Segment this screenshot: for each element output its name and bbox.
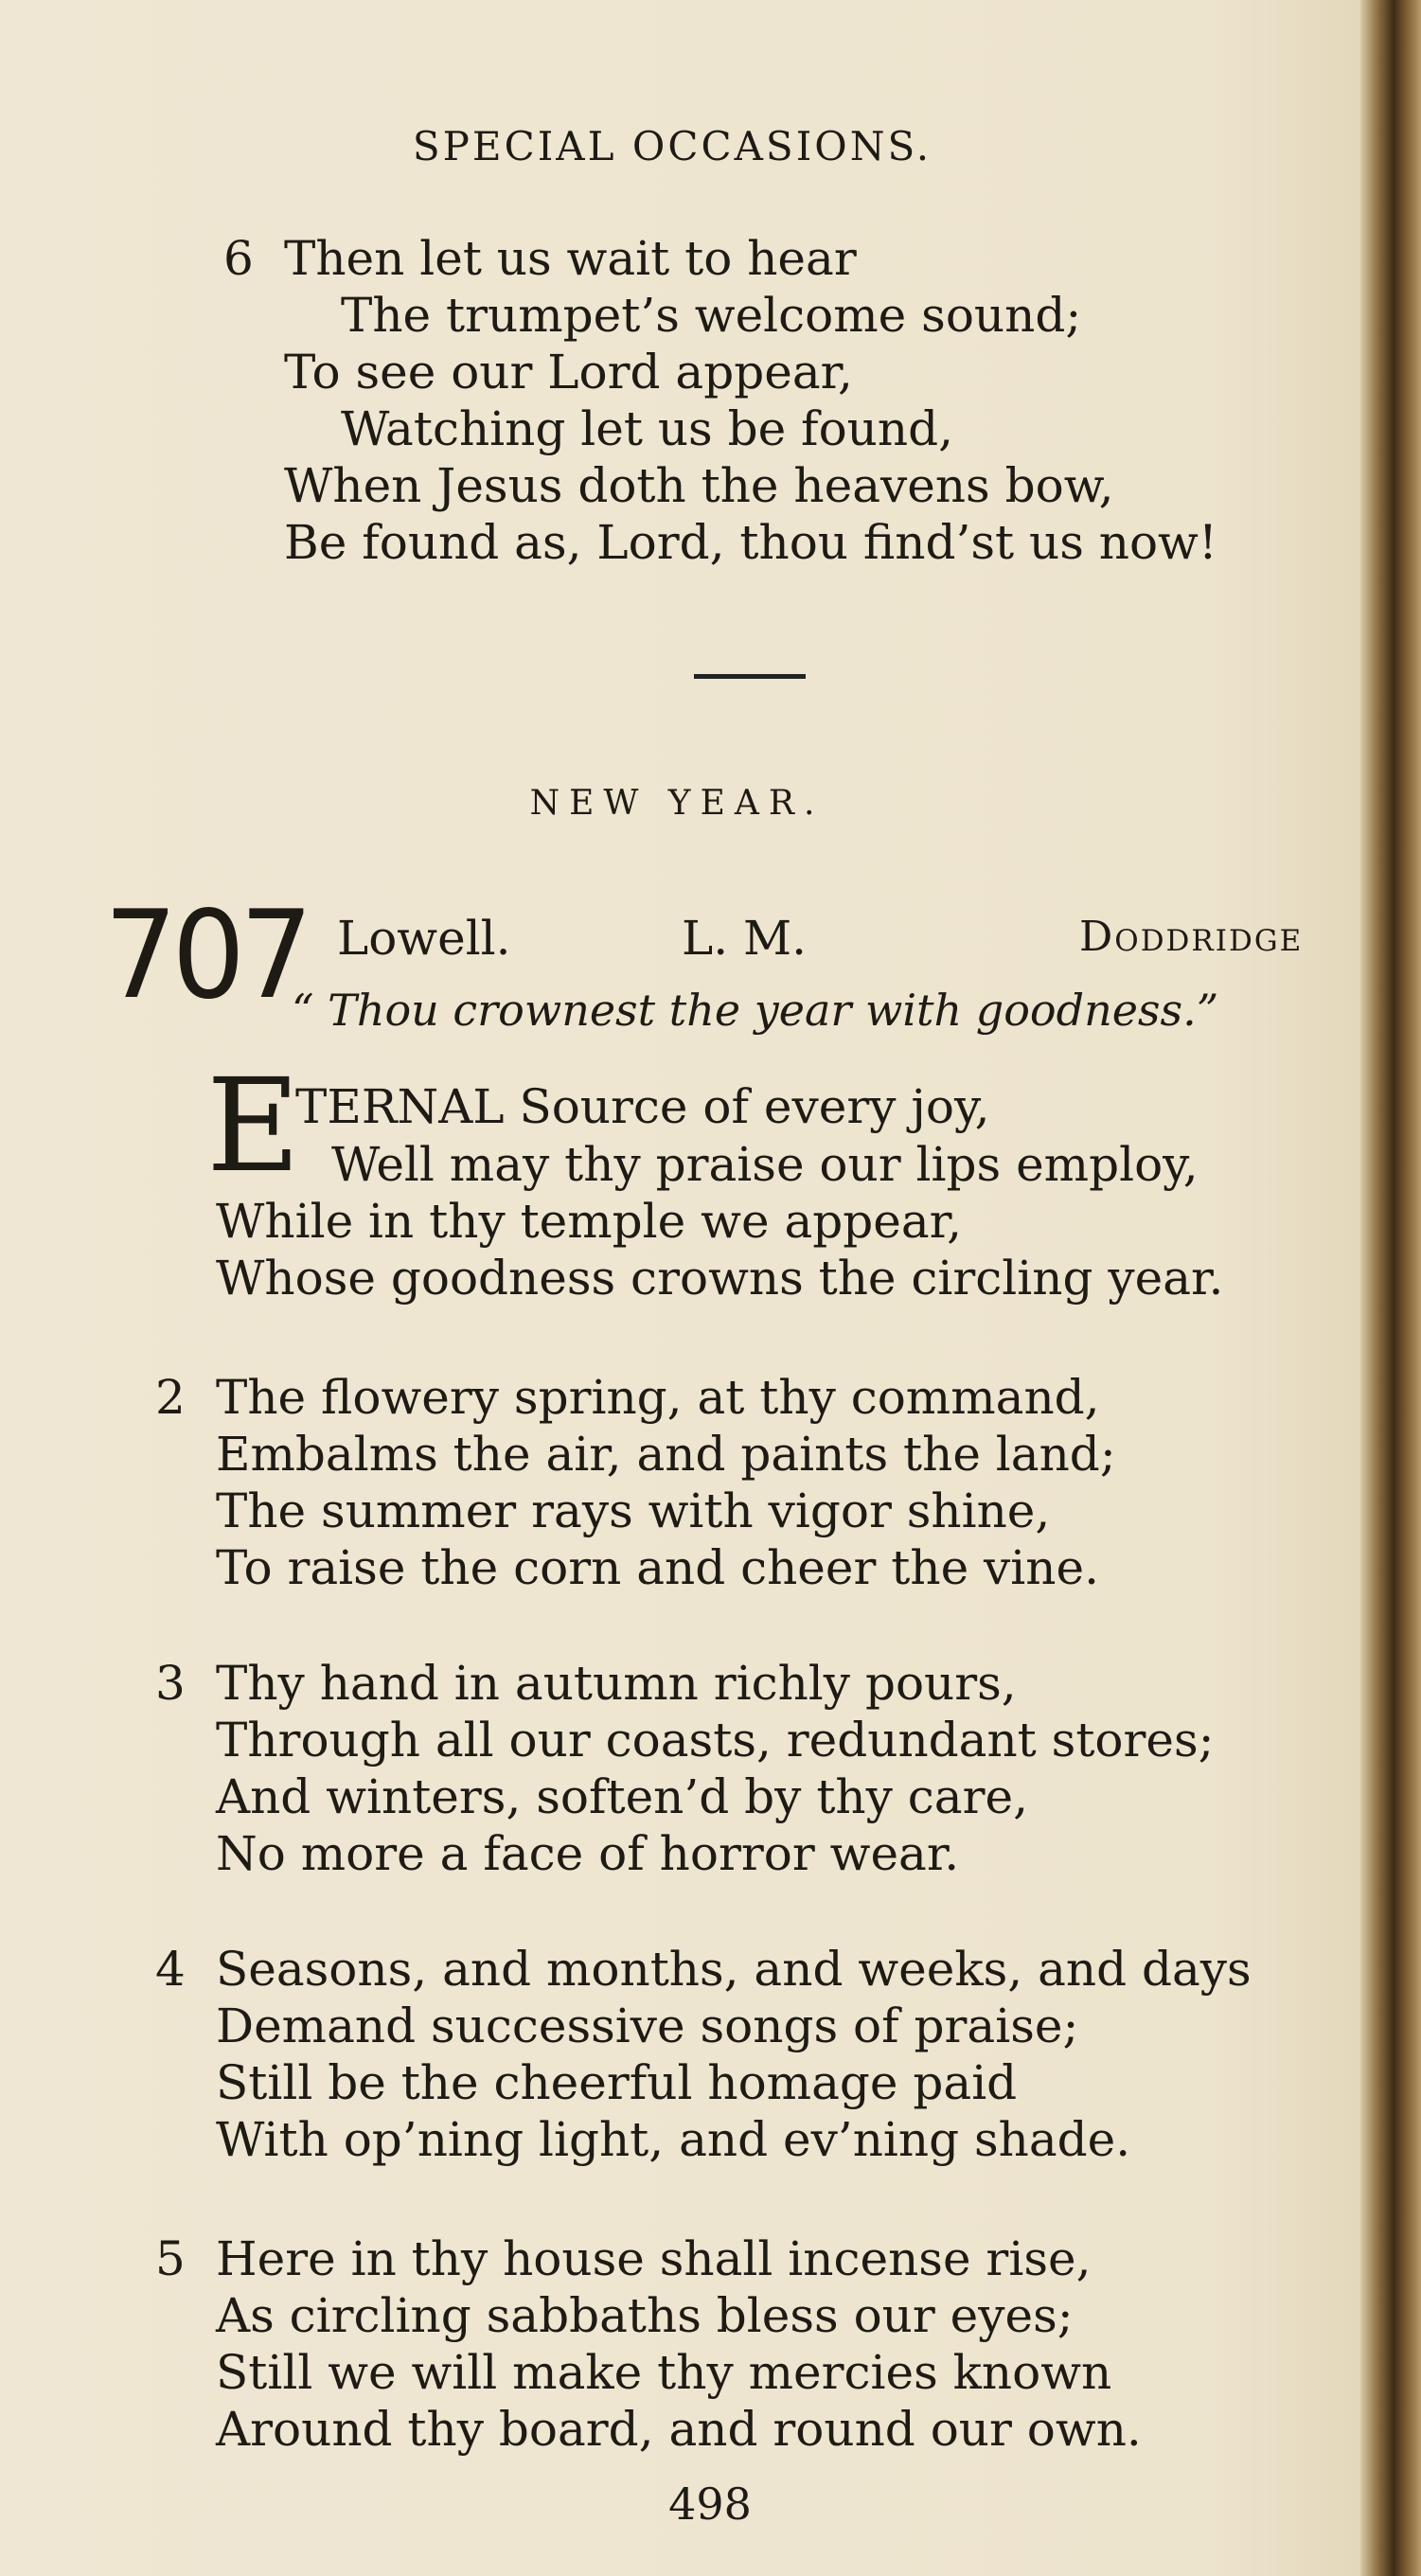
- stanza-line: And winters, soften’d by thy care,: [216, 1769, 1028, 1824]
- epigraph: “ Thou crownest the year with goodness.”: [292, 985, 1219, 1036]
- stanza-number: 3: [155, 1656, 186, 1711]
- stanza-line: While in thy temple we appear,: [216, 1194, 962, 1249]
- previous-stanza: [223, 230, 1217, 571]
- stanza-line: TERNAL Source of every joy,: [295, 1079, 990, 1134]
- first-stanza: [216, 1136, 1223, 1306]
- stanza-line: Through all our coasts, redundant stores;: [216, 1713, 1215, 1768]
- stanza-line: Seasons, and months, and weeks, and days: [216, 1942, 1252, 1997]
- section-title: NEW YEAR.: [529, 784, 825, 823]
- stanza-line: Demand successive songs of praise;: [216, 1999, 1079, 2053]
- stanza-line: Embalms the air, and paints the land;: [216, 1427, 1116, 1482]
- stanza-line: No more a face of horror wear.: [216, 1826, 960, 1881]
- author: Doddridge: [1079, 913, 1304, 961]
- stanza-4: [155, 1941, 1252, 2168]
- stanza-line: The flowery spring, at thy command,: [216, 1370, 1100, 1425]
- stanza-2: [155, 1369, 1116, 1596]
- stanza-line: Thy hand in autumn richly pours,: [216, 1656, 1017, 1711]
- stanza-number: 2: [155, 1370, 186, 1425]
- stanza-line: Watching let us be found,: [341, 401, 953, 456]
- drop-cap: E: [206, 1052, 301, 1201]
- page-number: 498: [668, 2478, 752, 2530]
- stanza-number: 4: [155, 1942, 186, 1997]
- running-head: SPECIAL OCCASIONS.: [412, 123, 933, 169]
- stanza-number: 6: [223, 231, 254, 286]
- stanza-line: Still be the cheerful homage paid: [216, 2055, 1018, 2110]
- stanza-line: As circling sabbaths bless our eyes;: [216, 2288, 1074, 2343]
- stanza-line: Then let us wait to hear: [284, 231, 857, 286]
- stanza-line: Around thy board, and round our own.: [216, 2402, 1142, 2457]
- tune-name: Lowell.: [337, 911, 511, 966]
- stanza-line: Well may thy praise our lips employ,: [331, 1137, 1199, 1192]
- stanza-line: Here in thy house shall incense rise,: [216, 2231, 1092, 2286]
- stanza-5: [155, 2230, 1142, 2458]
- stanza-line: Still we will make thy mercies known: [216, 2345, 1112, 2400]
- stanza-line: Whose goodness crowns the circling year.: [216, 1251, 1224, 1306]
- meter: L. M.: [682, 911, 808, 966]
- stanza-line: To see our Lord appear,: [284, 345, 853, 400]
- stanza-line: The trumpet’s welcome sound;: [341, 288, 1082, 343]
- stanza-line: Be found as, Lord, thou find’st us now!: [284, 515, 1217, 570]
- stanza-number: 5: [155, 2231, 186, 2286]
- stanza-line: With op’ning light, and ev’ning shade.: [216, 2112, 1131, 2167]
- hymn-number: 707: [104, 885, 308, 1026]
- stanza-line: To raise the corn and cheer the vine.: [216, 1540, 1099, 1595]
- stanza-line: When Jesus doth the heavens bow,: [284, 458, 1114, 513]
- stanza-3: [155, 1655, 1215, 1882]
- book-spine-edge: [1360, 0, 1421, 2576]
- section-divider: [694, 674, 806, 679]
- stanza-line: The summer rays with vigor shine,: [216, 1483, 1051, 1538]
